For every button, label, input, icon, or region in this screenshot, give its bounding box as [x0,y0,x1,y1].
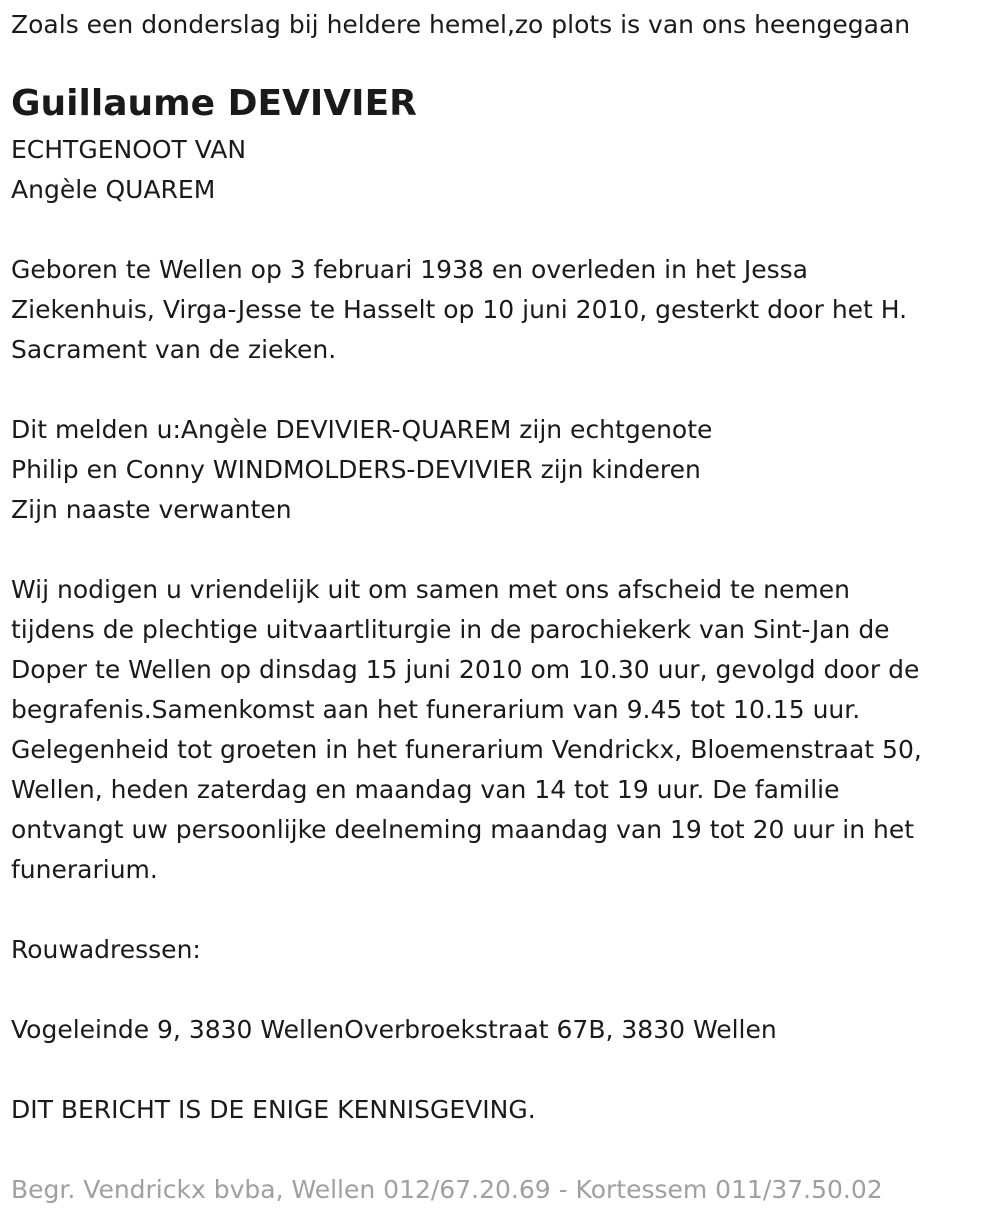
birth-death-paragraph [11,250,991,370]
spacer [11,530,991,570]
deceased-name: Guillaume DEVIVIER [11,83,417,124]
spacer [11,970,991,1010]
addresses-text: Vogeleinde 9, 3830 WellenOverbroekstraat 67B, 3830 Wellen [11,1015,777,1044]
paragraph-line: Zijn naaste verwanten [11,495,292,524]
invitation-paragraph [11,570,991,890]
announcers-paragraph [11,410,991,530]
paragraph-line: Philip en Conny WINDMOLDERS-DEVIVIER zijn kinderen [11,455,701,484]
paragraph-line: Sacrament van de zieken. [11,335,337,364]
paragraph-line: Doper te Wellen op dinsdag 15 juni 2010 om 10.30 uur, gevolgd door de [11,655,920,684]
spouse-label: ECHTGENOOT VAN [11,135,247,164]
paragraph-line: funerarium. [11,855,158,884]
paragraph-line: tijdens de plechtige uitvaartliturgie in de parochiekerk van Sint-Jan de [11,615,890,644]
paragraph-line: begrafenis.Samenkomst aan het funerarium van 9.45 tot 10.15 uur. [11,695,861,724]
paragraph-line: Dit melden u:Angèle DEVIVIER-QUAREM zijn echtgenote [11,415,713,444]
paragraph-line: Wij nodigen u vriendelijk uit om samen met ons afscheid te nemen [11,575,850,604]
paragraph-line: Wellen, heden zaterdag en maandag van 14 tot 19 uur. De familie [11,775,840,804]
paragraph-line: ontvangt uw persoonlijke deelneming maandag van 19 tot 20 uur in het [11,815,915,844]
undertaker-footer: Begr. Vendrickx bvba, Wellen 012/67.20.69 - Kortessem 011/37.50.02 [11,1175,883,1204]
paragraph-line: Ziekenhuis, Virga-Jesse te Hasselt op 10 juni 2010, gesterkt door het H. [11,295,908,324]
intro-text: Zoals een donderslag bij heldere hemel,zo plots is van ons heengegaan [11,10,911,39]
spacer [11,1050,991,1090]
paragraph-line: Gelegenheid tot groeten in het funerarium Vendrickx, Bloemenstraat 50, [11,735,922,764]
paragraph-line: Geboren te Wellen op 3 februari 1938 en overleden in het Jessa [11,255,808,284]
spouse-name: Angèle QUAREM [11,175,216,204]
spacer [11,370,991,410]
spacer [11,210,991,250]
obituary-notice [11,0,991,1210]
spacer [11,890,991,930]
notice-text: DIT BERICHT IS DE ENIGE KENNISGEVING. [11,1095,536,1124]
addresses-label: Rouwadressen: [11,935,201,964]
